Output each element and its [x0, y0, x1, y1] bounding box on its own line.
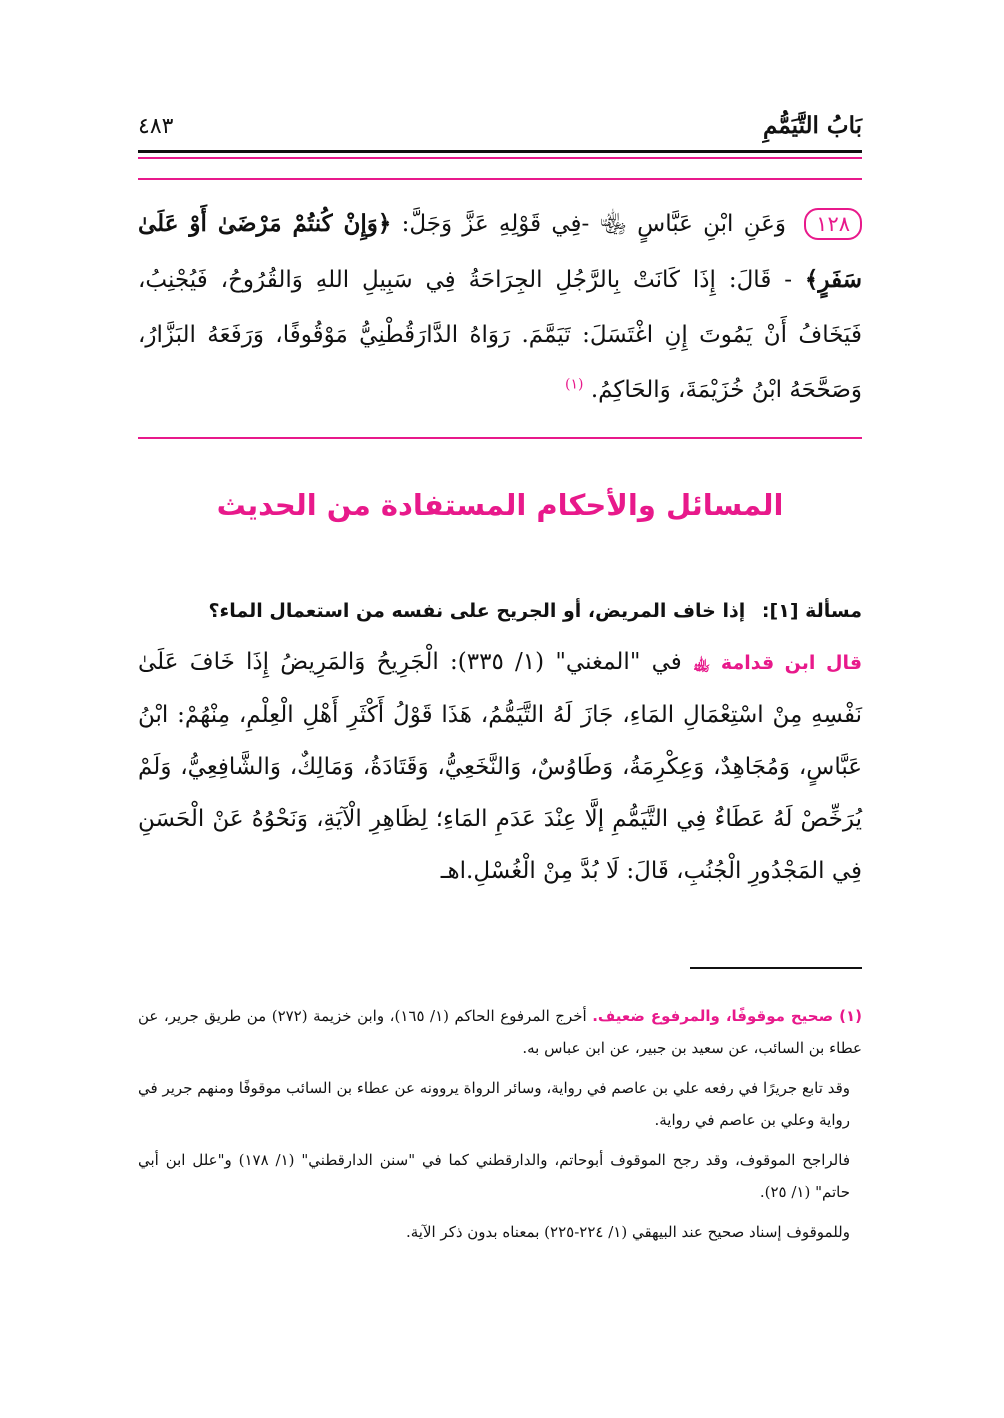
header-rule	[138, 150, 862, 153]
question-heading	[138, 600, 862, 622]
footnote-marker[interactable]: (١)	[565, 376, 584, 393]
header-accent-rule	[138, 157, 862, 159]
hadith-number-badge: ١٢٨	[804, 208, 862, 240]
footnote-paragraph: وللموقوف إسناد صحيح عند البيهقي (١/ ٢٢٤-٢٢٥) بمعناه بدون ذكر الآية.	[405, 1223, 850, 1241]
footnote-text: أخرج المرفوع الحاكم (١/ ١٦٥)، وابن خزيمة (٢٧٢) من طريق جرير، عن عطاء بن السائب، عن سعيد بن جبير، عن ابن عباس به.	[138, 1007, 862, 1057]
hadith-top-rule	[138, 178, 862, 180]
footnote-grade: (١) صحيح موقوفًا، والمرفوع ضعيف.	[592, 1007, 862, 1025]
question-text: إذا خاف المريض، أو الجريح على نفسه من استعمال الماء؟	[208, 600, 746, 622]
page-number: ٤٨٣	[138, 114, 174, 139]
footnote-separator	[690, 967, 862, 969]
chapter-title: بَابُ التَّيَمُّمِ	[763, 112, 862, 139]
question-label: مسألة [١]:	[761, 600, 862, 622]
source-reference: في "المغني" (١/ ٣٣٥):	[450, 649, 682, 675]
footnote-paragraph: وقد تابع جريرًا في رفعه علي بن عاصم في رواية، وسائر الرواة يروونه عن عطاء بن السائب موقوفًا ومنهم جرير في رواية وعلي بن عاصم في رواية.	[138, 1079, 850, 1129]
section-heading: المسائل والأحكام المستفادة من الحديث	[216, 488, 784, 522]
hadith-bottom-rule	[138, 437, 862, 439]
running-header	[138, 110, 862, 150]
footnotes	[138, 1000, 862, 1256]
hadith-text: - قَالَ: إِذَا كَانَتْ بِالرَّجُلِ الجِرَاحَةُ فِي سَبِيلِ اللهِ وَالقُرُوحُ، فَيُجْنِبُ، فَيَخَافُ أَنْ يَمُوتَ إِنِ اغْتَسَلَ: تَيَمَّمَ. رَوَاهُ الدَّارَقُطْنِيُّ مَوْقُوفًا، وَرَفَعَهُ البَزَّارُ، وَصَحَّحَهُ ابْنُ خُزَيْمَةَ، وَالحَاكِمُ.	[138, 267, 862, 403]
quran-verse: ﴿وَإِنْ كُنتُمْ مَرْضَىٰ أَوْ عَلَىٰ سَفَرٍ﴾	[138, 210, 862, 293]
quoted-text: الْجَرِيحُ وَالمَرِيضُ إِذَا خَافَ عَلَىٰ نَفْسِهِ مِنْ اسْتِعْمَالِ المَاءِ، جَازَ لَهُ التَّيَمُّمُ، هَذَا قَوْلُ أَكْثَرِ أَهْلِ الْعِلْمِ، مِنْهُمْ: ابْنُ عَبَّاسٍ، وَمُجَاهِدٌ، وَعِكْرِمَةُ، وَطَاوُسٌ، وَالنَّخَعِيُّ، وَقَتَادَةُ، وَمَالِكٌ، وَالشَّافِعِيُّ، وَلَمْ يُرَخِّصْ لَهُ عَطَاءٌ فِي التَّيَمُّمِ إلَّا عِنْدَ عَدَمِ المَاءِ؛ لِظَاهِرِ الْآيَةِ، وَنَحْوُهُ عَنْ الْحَسَنِ فِي المَجْدُورِ الْجُنُبِ، قَالَ: لَا بُدَّ مِنْ الْغُسْلِ.اهـ	[138, 649, 862, 884]
body-paragraph	[138, 636, 862, 897]
quoted-scholar: قال ابن قدامة ﵀	[693, 652, 863, 674]
footnote-paragraph	[138, 1000, 862, 1064]
hadith-block	[138, 196, 862, 418]
hadith-narrator: وَعَنِ ابْنِ عَبَّاسٍ ﵄ -فِي قَوْلِهِ عَزَّ وَجَلَّ:	[401, 211, 786, 237]
footnote-paragraph: فالراجح الموقوف، وقد رجح الموقوف أبوحاتم، والدارقطني كما في "سنن الدارقطني" (١/ ١٧٨) و"علل ابن أبي حاتم" (١/ ٢٥).	[138, 1151, 850, 1201]
